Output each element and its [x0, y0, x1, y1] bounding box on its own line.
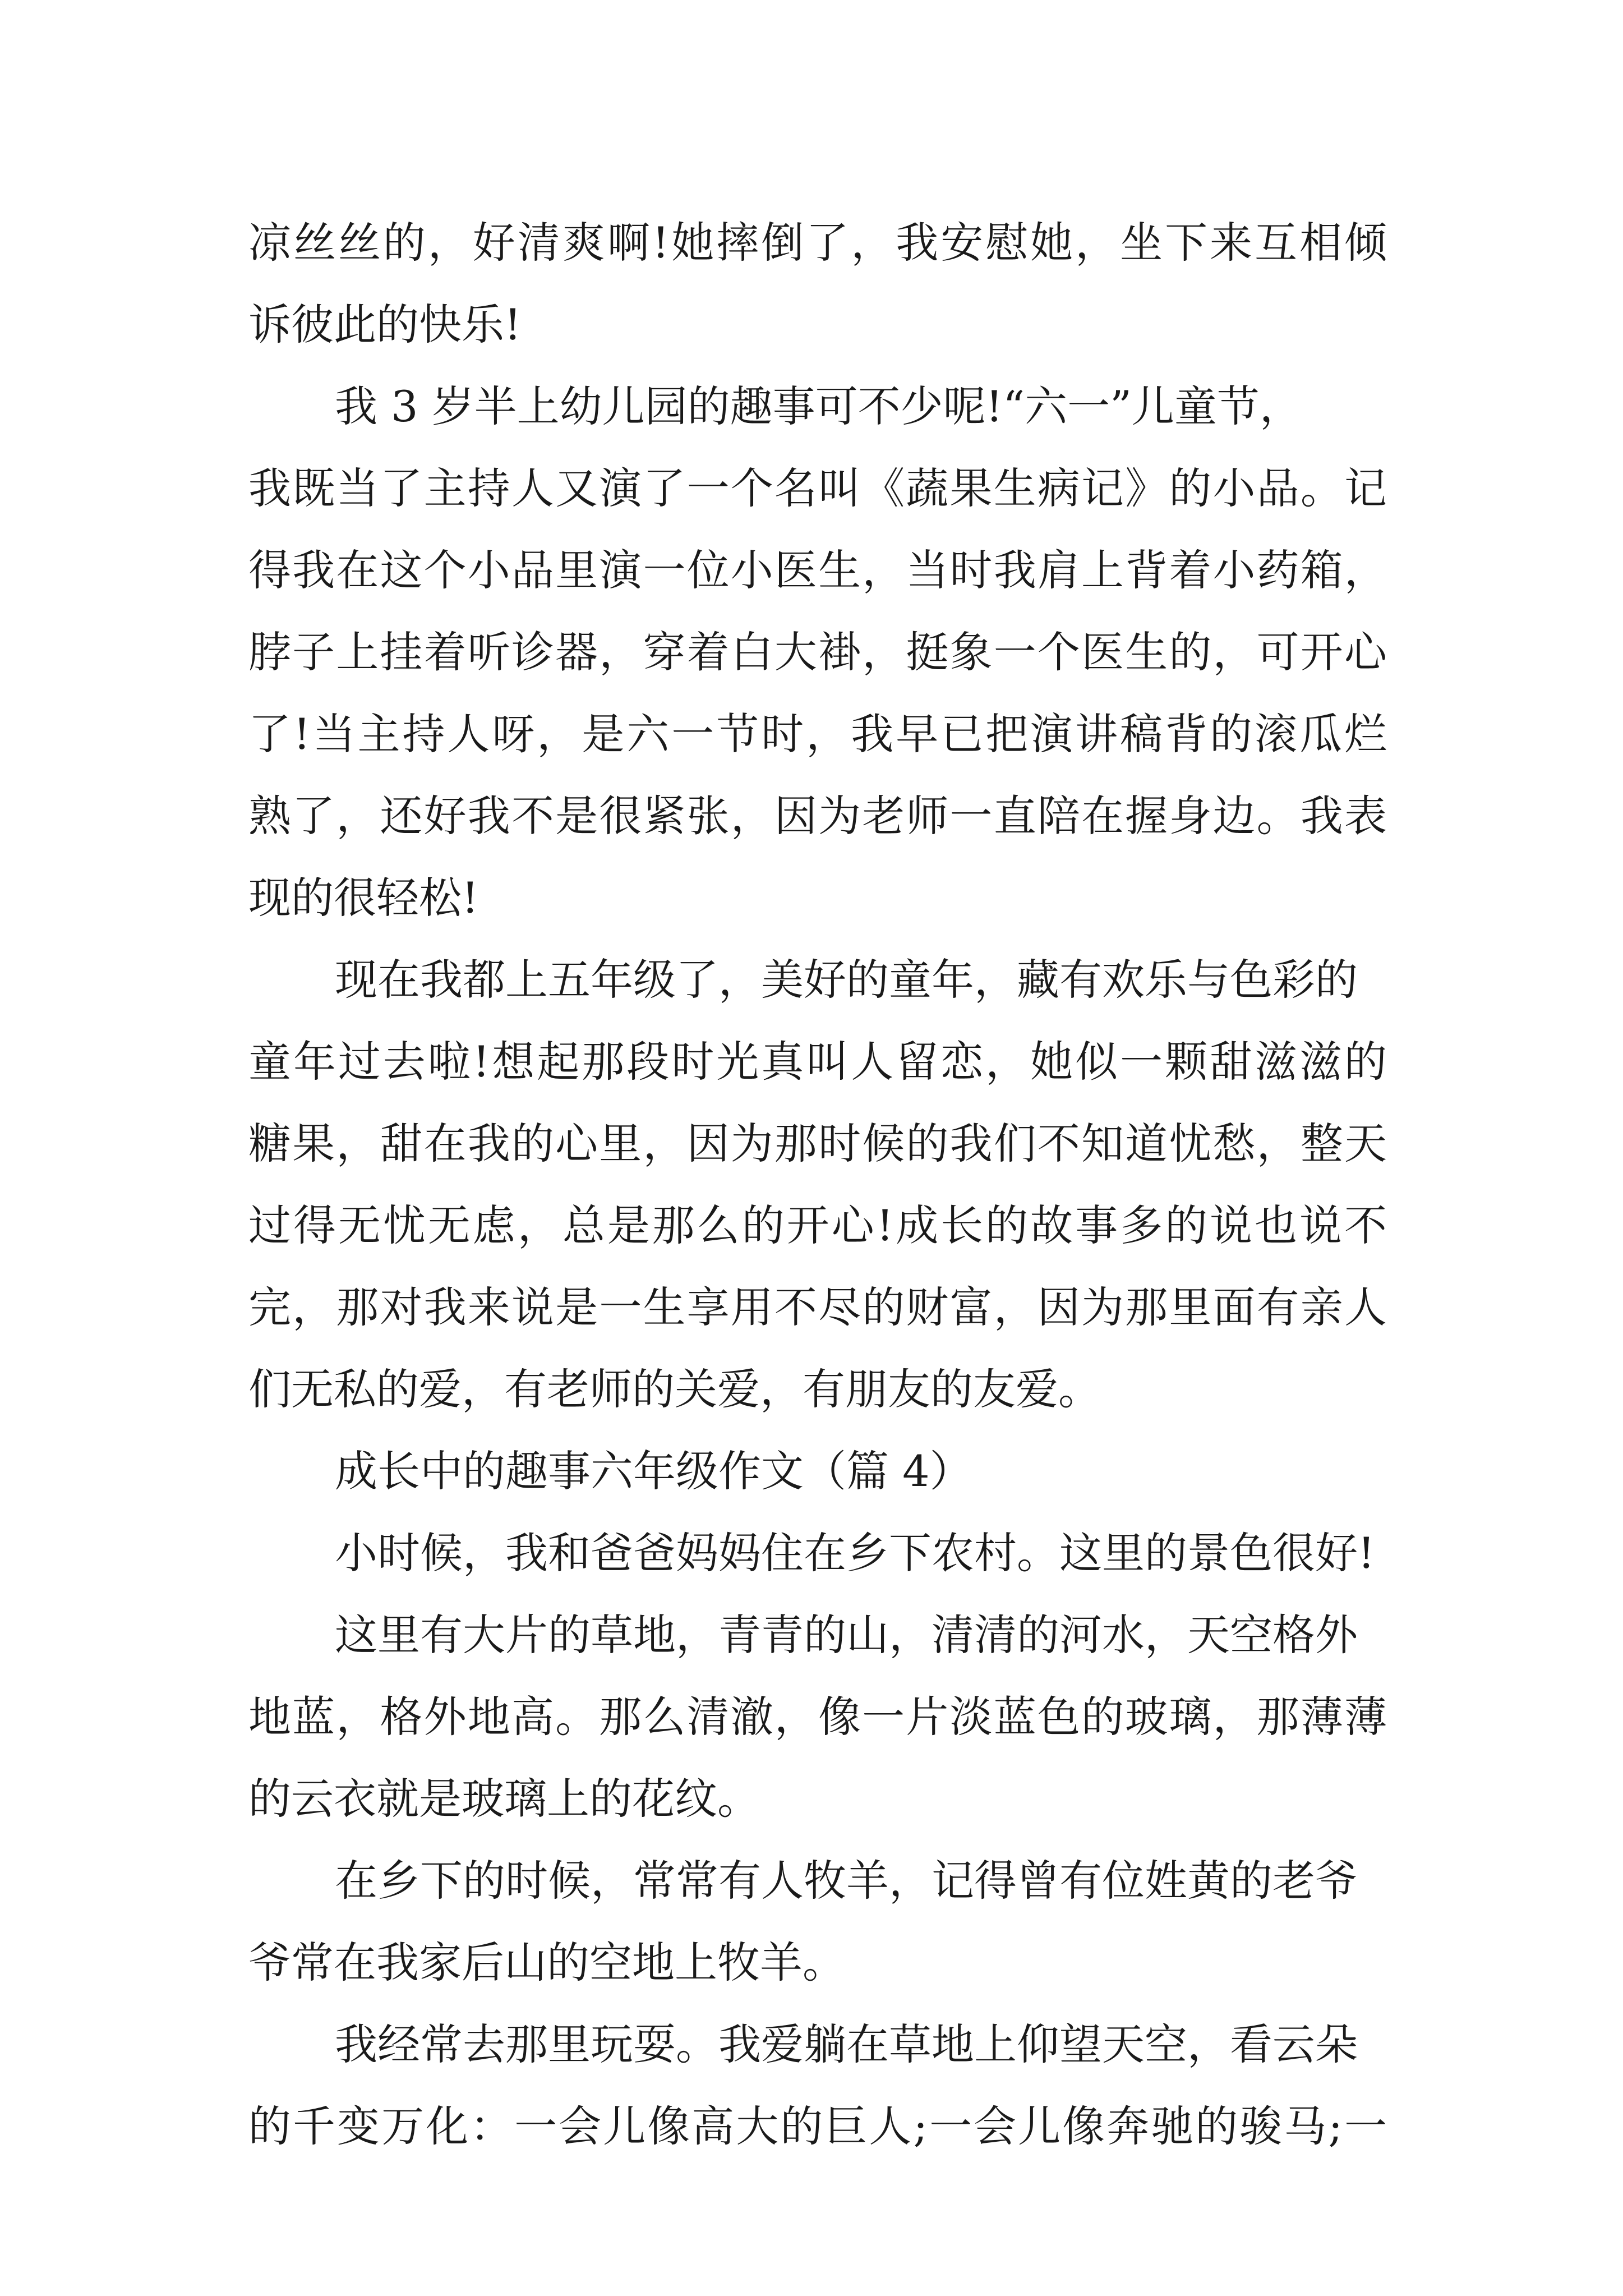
text-line: 熟了，还好我不是很紧张，因为老师一直陪在握身边。我表	[248, 791, 1387, 841]
text-line: 糖果，甜在我的心里，因为那时候的我们不知道忧愁，整天	[248, 1119, 1387, 1168]
section-heading: 成长中的趣事六年级作文（篇 4）	[335, 1446, 972, 1496]
text-line: 凉丝丝的，好清爽啊!她摔倒了，我安慰她，坐下来互相倾	[248, 218, 1387, 268]
text-line: 们无私的爱，有老师的关爱，有朋友的友爱。	[248, 1364, 1101, 1414]
text-line: 得我在这个小品里演一位小医生，当时我肩上背着小药箱，	[248, 545, 1387, 595]
text-line: 完，那对我来说是一生享用不尽的财富，因为那里面有亲人	[248, 1282, 1387, 1332]
text-line: 我既当了主持人又演了一个名叫《蔬果生病记》的小品。记	[248, 463, 1387, 513]
text-line: 了!当主持人呀，是六一节时，我早已把演讲稿背的滚瓜烂	[248, 709, 1387, 759]
text-line: 爷常在我家后山的空地上牧羊。	[248, 1938, 845, 1987]
text-line: 过得无忧无虑，总是那么的开心!成长的故事多的说也说不	[248, 1200, 1387, 1250]
paragraph-first-line: 小时候，我和爸爸妈妈住在乡下农村。这里的景色很好!	[335, 1528, 1375, 1578]
paragraph-first-line: 在乡下的时候，常常有人牧羊，记得曾有位姓黄的老爷	[335, 1856, 1358, 1906]
text-line: 现的很轻松!	[248, 873, 479, 923]
text-line: 地蓝，格外地高。那么清澈，像一片淡蓝色的玻璃，那薄薄	[248, 1692, 1387, 1742]
text-line: 的千变万化：一会儿像高大的巨人;一会儿像奔驰的骏马;一	[248, 2101, 1387, 2151]
text-line: 童年过去啦!想起那段时光真叫人留恋，她似一颗甜滋滋的	[248, 1037, 1387, 1087]
text-line: 诉彼此的快乐!	[248, 300, 522, 349]
text-line: 脖子上挂着听诊器，穿着白大褂，挺象一个医生的，可开心	[248, 627, 1387, 677]
paragraph-first-line: 这里有大片的草地，青青的山，清清的河水，天空格外	[335, 1610, 1358, 1660]
paragraph-first-line: 我 3 岁半上幼儿园的趣事可不少呢!“六一”儿童节，	[335, 381, 1302, 431]
paragraph-first-line: 现在我都上五年级了，美好的童年，藏有欢乐与色彩的	[335, 955, 1358, 1005]
text-line: 的云衣就是玻璃上的花纹。	[248, 1774, 760, 1824]
paragraph-first-line: 我经常去那里玩耍。我爱躺在草地上仰望天空，看云朵	[335, 2019, 1358, 2069]
document-body	[248, 202, 1387, 2168]
